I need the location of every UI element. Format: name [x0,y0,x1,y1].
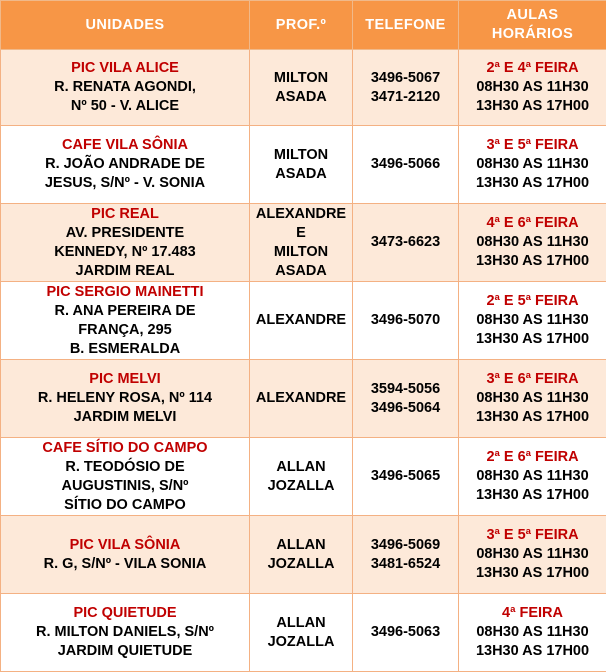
schedule-cell [459,360,606,438]
unit-name: PIC MELVI [89,371,161,387]
unit-address-line: JARDIM REAL [75,262,175,279]
schedule-cell [459,516,606,594]
table-body [1,50,606,672]
unit-address-line: JESUS, S/Nº - V. SONIA [44,175,206,191]
phone-number: 3496-5070 [370,312,441,328]
phone-cell [353,126,459,204]
schedule-cell [459,204,606,282]
unit-name: PIC REAL [91,205,159,222]
class-days: 4ª E 6ª FEIRA [486,215,579,231]
class-days: 3ª E 5ª FEIRA [486,527,579,543]
class-time: 08H30 AS 11H30 [476,234,589,250]
prof-cell [250,360,353,438]
class-time: 13H30 AS 17H00 [475,98,590,114]
prof-name-line: ALLAN [276,458,326,475]
unit-address-line: R. JOÃO ANDRADE DE [45,156,205,172]
unit-address-line: KENNEDY, Nº 17.483 [54,243,196,260]
header-aulas-horarios [459,1,606,50]
header-horarios: HORÁRIOS [491,26,574,42]
unit-cell [1,282,250,360]
prof-name-line: ASADA [275,262,327,279]
table-row [1,516,606,594]
class-time: 08H30 AS 11H30 [476,156,589,172]
unit-cell [1,594,250,672]
unit-address-line: R. ANA PEREIRA DE [54,302,196,319]
table-row [1,360,606,438]
prof-cell [250,204,353,282]
class-time: 08H30 AS 11H30 [476,468,589,484]
class-time: 13H30 AS 17H00 [475,487,590,503]
table-row [1,282,606,360]
prof-name-line: MILTON [273,69,329,86]
phone-number: 3496-5069 [370,536,441,553]
table-row [1,50,606,126]
phone-cell [353,516,459,594]
phone-number: 3496-5065 [370,468,441,484]
phone-number: 3594-5056 [370,380,441,397]
unit-cell [1,126,250,204]
unit-name: PIC VILA SÔNIA [69,536,181,553]
class-time: 13H30 AS 17H00 [475,565,590,581]
class-time: 08H30 AS 11H30 [476,390,589,406]
class-days: 2ª E 6ª FEIRA [486,449,579,465]
phone-cell [353,282,459,360]
unit-address-line: JARDIM MELVI [73,409,177,425]
class-time: 13H30 AS 17H00 [475,253,590,269]
schedule-cell [459,282,606,360]
unit-cell [1,438,250,516]
unit-address-line: FRANÇA, 295 [78,321,172,338]
phone-number: 3496-5064 [370,399,441,416]
unit-address-line: AV. PRESIDENTE [65,224,185,241]
phone-number: 3473-6623 [370,234,441,250]
unit-cell [1,516,250,594]
class-days: 4ª FEIRA [502,605,563,621]
unit-address-line: R. G, S/Nº - VILA SONIA [43,555,207,572]
phone-number: 3481-6524 [370,555,441,572]
prof-name-line: JOZALLA [267,477,335,494]
prof-name-line: ALLAN [276,536,326,553]
phone-number: 3496-5063 [370,624,441,640]
prof-name-line: JOZALLA [267,555,335,572]
prof-name-line: ALEXANDRE [255,312,347,328]
unit-name: PIC QUIETUDE [73,605,177,621]
unit-address-line: R. RENATA AGONDI, [54,79,196,95]
header-prof: PROF.º [250,1,353,50]
class-days: 3ª E 6ª FEIRA [486,371,579,387]
schedule-cell [459,594,606,672]
unit-address-line: B. ESMERALDA [69,340,181,357]
unit-name: PIC VILA ALICE [71,60,179,76]
class-days: 3ª E 5ª FEIRA [486,137,579,153]
prof-cell [250,126,353,204]
header-aulas: AULAS [506,7,559,23]
phone-cell [353,594,459,672]
table-row [1,594,606,672]
unit-cell [1,204,250,282]
class-time: 13H30 AS 17H00 [475,409,590,425]
schedule-cell [459,126,606,204]
prof-name-line: ASADA [275,165,327,182]
unit-name: PIC SERGIO MAINETTI [46,283,204,300]
class-time: 08H30 AS 11H30 [476,546,589,562]
prof-cell [250,282,353,360]
unit-name: CAFE SÍTIO DO CAMPO [42,439,208,456]
unit-cell [1,50,250,126]
schedule-cell [459,50,606,126]
prof-name-line: ALLAN [276,614,326,631]
prof-cell [250,438,353,516]
table-row [1,204,606,282]
unit-address-line: R. MILTON DANIELS, S/Nº [36,624,214,640]
schedule-cell [459,438,606,516]
header-unidades: UNIDADES [1,1,250,50]
class-time: 13H30 AS 17H00 [475,175,590,191]
unit-address-line: AUGUSTINIS, S/Nº [61,477,189,494]
phone-cell [353,50,459,126]
header-telefone: TELEFONE [353,1,459,50]
unit-name: CAFE VILA SÔNIA [62,137,188,153]
table-row [1,438,606,516]
phone-cell [353,204,459,282]
phone-number: 3496-5067 [370,69,441,86]
prof-name-line: MILTON [273,243,329,260]
unit-cell [1,360,250,438]
prof-cell [250,594,353,672]
class-days: 2ª E 4ª FEIRA [486,60,579,76]
class-time: 08H30 AS 11H30 [476,79,589,95]
unit-address-line: JARDIM QUIETUDE [57,643,193,659]
class-days: 2ª E 5ª FEIRA [486,293,579,309]
prof-cell [250,50,353,126]
class-time: 13H30 AS 17H00 [475,331,590,347]
header-row [1,1,606,50]
prof-cell [250,516,353,594]
prof-name-line: JOZALLA [267,633,335,650]
phone-cell [353,360,459,438]
unit-address-line: R. HELENY ROSA, Nº 114 [37,390,213,406]
prof-name-line: MILTON [273,146,329,163]
class-time: 08H30 AS 11H30 [476,312,589,328]
unit-address-line: SÍTIO DO CAMPO [64,496,186,513]
phone-number: 3496-5066 [370,156,441,172]
unit-address-line: Nº 50 - V. ALICE [70,98,180,114]
unit-address-line: R. TEODÓSIO DE [65,458,185,475]
prof-name-line: ALEXANDRE [255,205,347,222]
prof-name-line: E [296,224,306,241]
class-time: 13H30 AS 17H00 [475,643,590,659]
prof-name-line: ASADA [275,88,327,105]
phone-cell [353,438,459,516]
table-row [1,126,606,204]
prof-name-line: ALEXANDRE [255,390,347,406]
phone-number: 3471-2120 [370,88,441,105]
class-time: 08H30 AS 11H30 [476,624,589,640]
